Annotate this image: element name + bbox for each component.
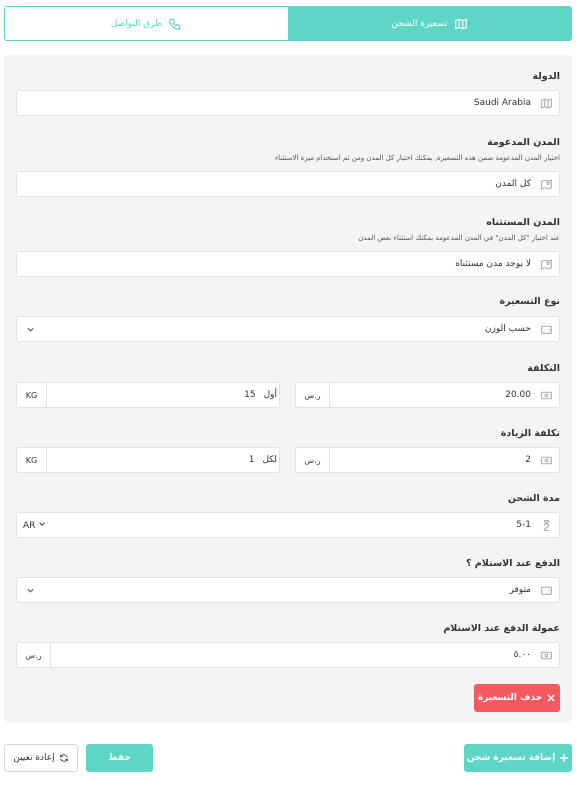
chevron-down-icon: [38, 520, 46, 528]
country-value: Saudi Arabia: [473, 98, 531, 108]
supported-cities-label: المدن المدعومة: [487, 137, 560, 148]
wallet-icon: [533, 578, 559, 602]
map-icon: [454, 17, 468, 31]
per-weight-unit: KG: [17, 448, 47, 472]
tab-pricing-label: تسعيرة الشحن: [391, 18, 448, 29]
tab-shipping-pricing[interactable]: [288, 7, 571, 40]
add-shipping-pricing-button[interactable]: [464, 744, 572, 772]
cod-label: الدفع عند الاستلام ؟: [465, 558, 560, 569]
first-weight-field[interactable]: [16, 382, 280, 408]
excluded-cities-label: المدن المستثناه: [486, 217, 560, 228]
excluded-cities-field[interactable]: [16, 251, 560, 277]
chevron-down-icon[interactable]: [17, 578, 43, 602]
duration-lang-value: AR: [23, 520, 36, 531]
pricing-form-panel: [4, 55, 572, 722]
country-label: الدولة: [532, 71, 560, 82]
hourglass-icon: [533, 513, 559, 537]
reset-label: إعادة تعيين: [13, 753, 55, 763]
excluded-cities-value: لا يوجد مدن مستثناه: [455, 259, 531, 269]
refresh-icon: [59, 753, 69, 763]
increase-cost-value: 2: [525, 455, 531, 465]
tab-contact-label: طرق التواصل: [110, 18, 163, 29]
increase-cost-currency: ر.س: [296, 448, 330, 472]
map-pin-icon: [533, 172, 559, 196]
shipping-duration-label: مدة الشحن: [507, 493, 560, 504]
cost-field[interactable]: [295, 382, 560, 408]
first-weight-label: أول: [263, 390, 277, 400]
per-weight-value: 1: [248, 455, 255, 465]
chevron-down-icon[interactable]: [17, 317, 43, 341]
money-icon: [533, 448, 559, 472]
money-icon: [533, 643, 559, 667]
phone-icon: [168, 17, 182, 31]
increase-cost-label: تكلفة الزيادة: [500, 428, 560, 439]
supported-cities-field[interactable]: [16, 171, 560, 197]
first-weight-unit: KG: [17, 383, 47, 407]
excluded-cities-hint: عند اختيار "كل المدن" في المدن المدعومة يمكنك استثناء بعض المدن: [358, 234, 560, 242]
cost-currency: ر.س: [296, 383, 330, 407]
add-shipping-pricing-label: إضافة تسعيرة شحن: [466, 753, 556, 763]
shipping-duration-value: 5-1: [516, 520, 531, 530]
cod-fee-label: عمولة الدفع عند الاستلام: [443, 623, 560, 634]
delete-pricing-label: حذف التسعيرة: [477, 693, 543, 703]
money-icon: [533, 383, 559, 407]
increase-cost-field[interactable]: [295, 447, 560, 473]
pricing-type-value: حسب الوزن: [484, 324, 531, 334]
wallet-icon: [533, 317, 559, 341]
cost-value: 20.00: [505, 390, 531, 400]
map-icon: [533, 91, 559, 115]
cod-value: متوفر: [509, 585, 531, 595]
tab-contact-methods[interactable]: [5, 7, 288, 40]
reset-button[interactable]: [4, 744, 78, 772]
close-icon: [546, 693, 556, 703]
pricing-type-select[interactable]: [16, 316, 560, 342]
supported-cities-hint: اختيار المدن المدعومة ضمن هذه التسعيرة, يمكنك اختيار كل المدن ومن ثم استخدام ميزة الاستثناء: [274, 154, 560, 162]
shipping-duration-field[interactable]: [16, 512, 560, 538]
first-weight-value: 15: [244, 390, 256, 400]
supported-cities-value: كل المدن: [495, 179, 531, 189]
pricing-type-label: نوع التسعيرة: [499, 296, 560, 307]
delete-pricing-button[interactable]: [474, 684, 560, 712]
tab-bar: [4, 6, 572, 41]
cod-fee-value: ٥.٠٠: [513, 650, 531, 660]
cost-label: التكلفة: [527, 363, 560, 374]
map-pin-icon: [533, 252, 559, 276]
save-button[interactable]: [86, 744, 153, 772]
per-weight-label: لكل: [262, 455, 277, 465]
country-field[interactable]: [16, 90, 560, 116]
per-weight-field[interactable]: [16, 447, 280, 473]
plus-icon: [559, 753, 569, 763]
cod-fee-currency: ر.س: [17, 643, 51, 667]
cod-fee-field[interactable]: [16, 642, 560, 668]
duration-lang-select[interactable]: [17, 520, 52, 531]
cod-select[interactable]: [16, 577, 560, 603]
save-label: حفظ: [108, 753, 131, 763]
